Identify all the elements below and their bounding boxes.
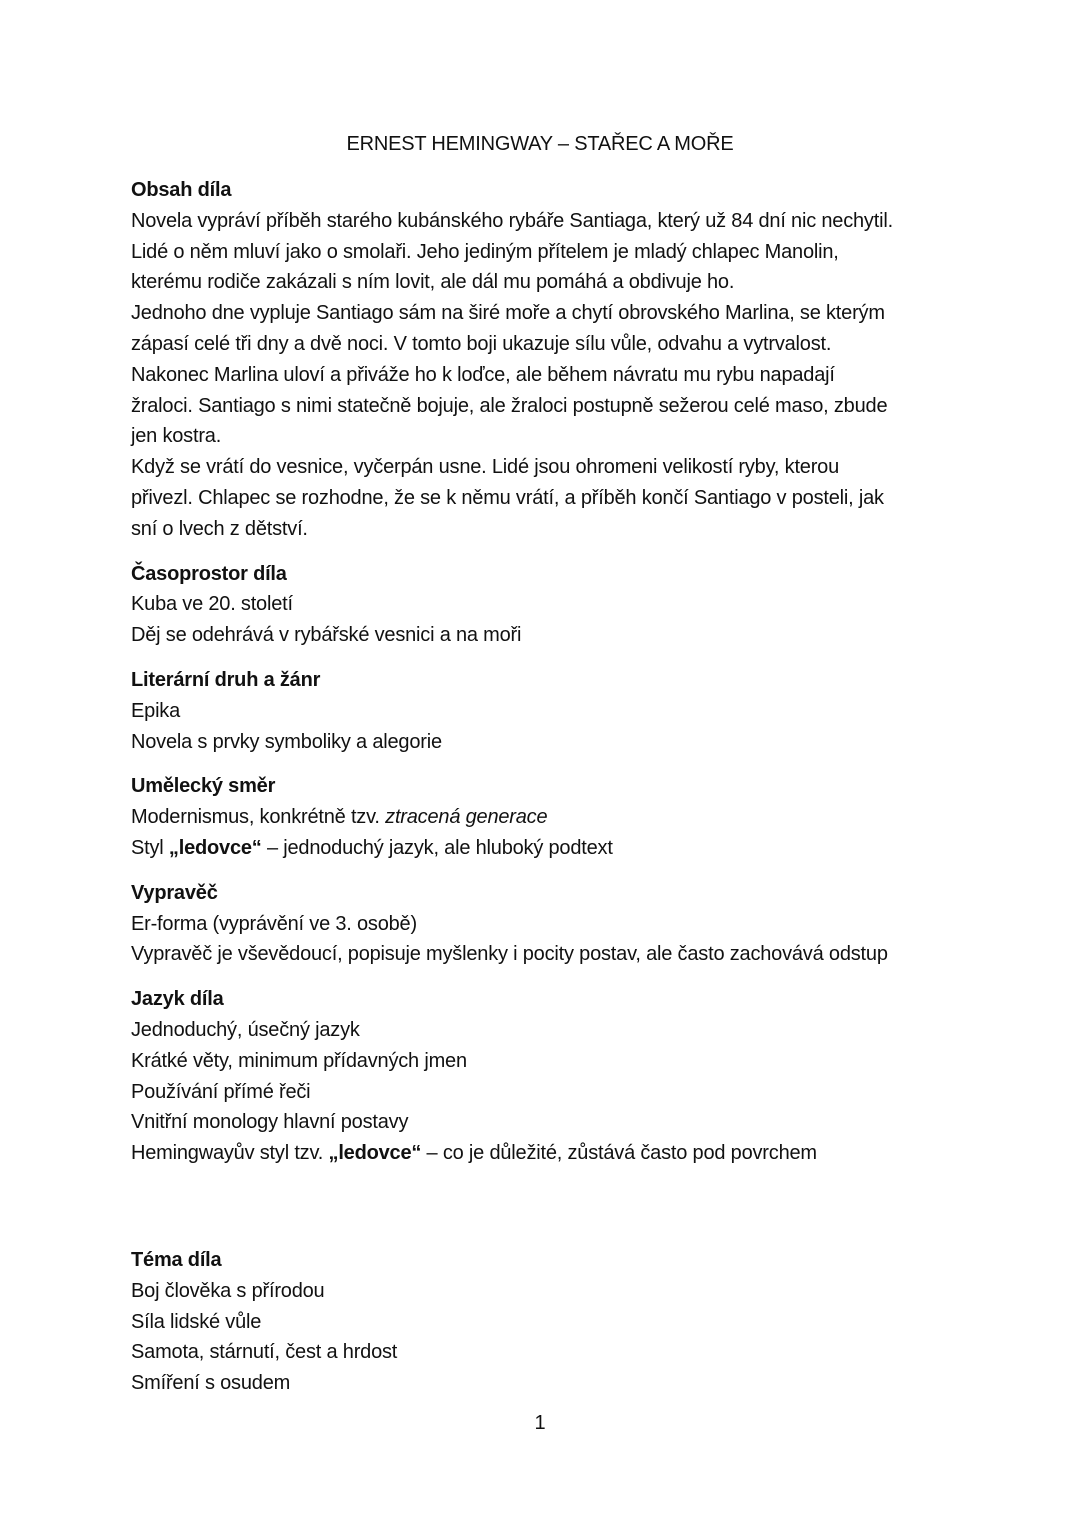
paragraph-line: kterému rodiče zakázali s ním lovit, ale dál mu pomáhá a obdivuje ho.: [131, 271, 735, 294]
section-heading: Literární druh a žánr: [131, 668, 321, 691]
text-line: Vnitřní monology hlavní postavy: [131, 1111, 409, 1134]
paragraph-line: sní o lvech z dětství.: [131, 517, 308, 540]
text-line: Jednoduchý, úsečný jazyk: [131, 1018, 360, 1041]
blank-space: [131, 1183, 961, 1245]
section-obsah: [131, 175, 961, 545]
text-line: Děj se odehrává v rybářské vesnici a na moři: [131, 624, 522, 647]
bold-text: „ledovce“: [328, 1142, 422, 1165]
text-line: Novela s prvky symboliky a alegorie: [131, 730, 442, 753]
document-body: [131, 175, 961, 1413]
text-line: Boj člověka s přírodou: [131, 1279, 325, 1302]
text-line: Kuba ve 20. století: [131, 593, 293, 616]
section-druh: [131, 665, 961, 757]
text-line: Používání přímé řeči: [131, 1080, 311, 1103]
italic-text: ztracená generace: [385, 806, 548, 829]
text-span: Styl: [131, 836, 169, 859]
text-span: Modernismus, konkrétně tzv.: [131, 806, 386, 829]
text-line: [131, 833, 961, 864]
section-heading: Jazyk díla: [131, 988, 224, 1011]
section-heading: Téma díla: [131, 1248, 222, 1271]
section-heading: Umělecký směr: [131, 775, 276, 798]
paragraph-line: Novela vypráví příběh starého kubánského rybáře Santiaga, který už 84 dní nic nechytil.: [131, 209, 893, 232]
section-heading: Obsah díla: [131, 179, 232, 201]
text-line: Vypravěč je vševědoucí, popisuje myšlenky i pocity postav, ale často zachovává odstup: [131, 943, 888, 966]
text-line: Smíření s osudem: [131, 1372, 291, 1395]
paragraph-line: Lidé o něm mluví jako o smolaři. Jeho jediným přítelem je mladý chlapec Manolin,: [131, 240, 839, 263]
paragraph-line: žraloci. Santiago s nimi statečně bojuje, ale žraloci postupně sežerou celé maso, zbude: [131, 394, 888, 417]
section-heading: Časoprostor díla: [131, 562, 287, 585]
text-span: – co je důležité, zůstává často pod povrchem: [421, 1142, 817, 1165]
paragraph-line: Když se vrátí do vesnice, vyčerpán usne. Lidé jsou ohromeni velikostí ryby, kterou: [131, 456, 840, 479]
text-line: Samota, stárnutí, čest a hrdost: [131, 1341, 398, 1364]
text-line: Epika: [131, 699, 181, 722]
paragraph-line: Jednoho dne vypluje Santiago sám na širé moře a chytí obrovského Marlina, se kterým: [131, 302, 885, 325]
text-span: Hemingwayův styl tzv.: [131, 1142, 329, 1165]
section-jazyk: [131, 984, 961, 1169]
text-line: Síla lidské vůle: [131, 1310, 262, 1333]
section-smer: [131, 771, 961, 863]
section-heading: Vypravěč: [131, 881, 218, 904]
paragraph-line: přivezl. Chlapec se rozhodne, že se k němu vrátí, a příběh končí Santiago v posteli, jak: [131, 486, 884, 509]
section-tema: [131, 1245, 961, 1399]
text-line: [131, 802, 961, 833]
text-line: Krátké věty, minimum přídavných jmen: [131, 1049, 467, 1072]
text-line: Er-forma (vyprávění ve 3. osobě): [131, 912, 417, 935]
text-span: – jednoduchý jazyk, ale hluboký podtext: [261, 836, 613, 859]
paragraph-line: Nakonec Marlina uloví a přiváže ho k loďce, ale během návratu mu rybu napadají: [131, 363, 835, 386]
bold-text: „ledovce“: [168, 836, 262, 859]
page-number: 1: [534, 1412, 546, 1434]
paragraph-line: zápasí celé tři dny a dvě noci. V tomto boji ukazuje sílu vůle, odvahu a vytrvalost.: [131, 332, 832, 355]
paragraph-line: jen kostra.: [131, 425, 222, 448]
text-line: [131, 1138, 961, 1169]
section-casoprostor: [131, 559, 961, 651]
section-vypravec: [131, 878, 961, 970]
document-title: ERNEST HEMINGWAY – STAŘEC A MOŘE: [346, 133, 734, 155]
